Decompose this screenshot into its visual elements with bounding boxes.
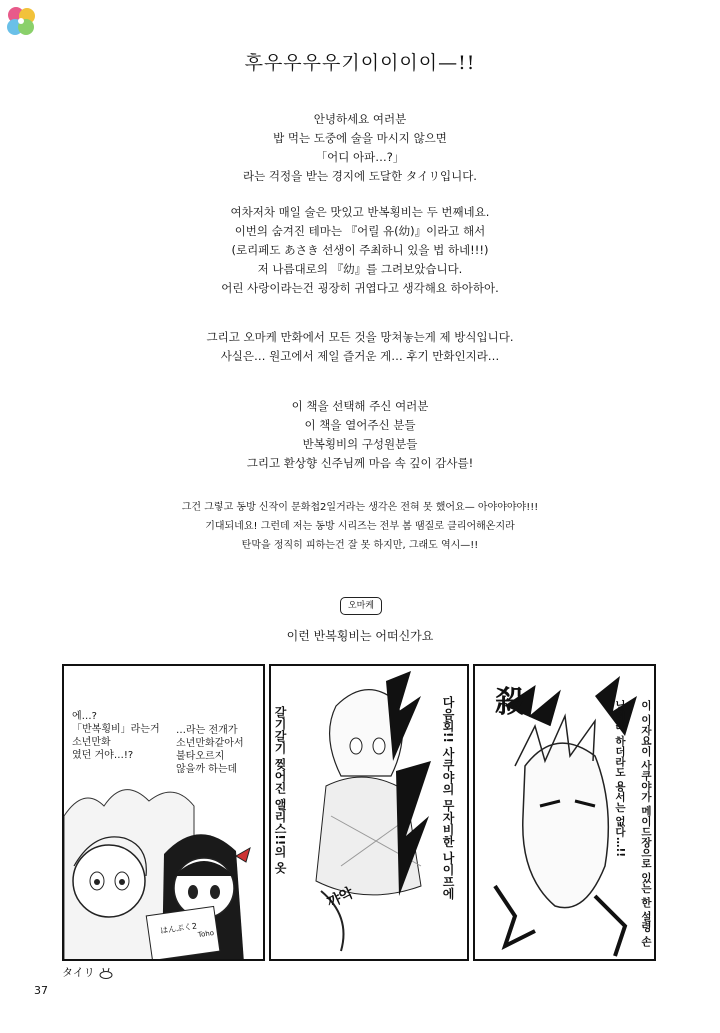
page-number: 37 [34, 984, 48, 997]
text-line: 여차저차 매일 술은 맛있고 반복횡비는 두 번째네요. [230, 205, 490, 219]
text-line: 안녕하세요 여러분 [313, 112, 407, 126]
text-line: 이 책을 열어주신 분들 [304, 418, 416, 432]
panel2-next-episode-caption: 다음회!! 사쿠야의 무자비한 나이프에 [441, 696, 455, 900]
text-line: 라는 걱정을 받는 경지에 도달한 タイリ입니다. [243, 169, 477, 183]
text-line: (로리페도 あさき 선생이 주최하니 있을 법 하네!!!) [231, 243, 489, 257]
omake-label: 오마케 [340, 597, 382, 615]
theme-paragraph [0, 203, 720, 298]
text-line: 밥 먹는 도중에 술을 마시지 않으면 [273, 131, 447, 145]
text-line: 반복횡비의 구성원분들 [302, 437, 418, 451]
author-signature [62, 964, 114, 980]
speech-line: 에…? [72, 711, 97, 722]
comic-panel-2 [269, 664, 469, 961]
panel2-vertical-caption: 갈기갈기 찢어진 앨리스!!의 옷 [273, 706, 287, 874]
text-line: 어린 사랑이라는건 굉장히 귀엽다고 생각해요 하아하아. [221, 281, 499, 295]
panel2-sfx: 꺄악 [324, 885, 356, 912]
greeting-paragraph [0, 110, 720, 186]
page-title: 후우우우우기이이이이—!! [244, 52, 476, 74]
four-petal-flower-icon [4, 4, 38, 38]
speech-bubble-left [72, 710, 160, 762]
speech-line: 않을까 하는데 [176, 764, 238, 775]
speech-line: 「반복횡비」라는거 [72, 724, 160, 735]
panel2-art [271, 666, 469, 961]
text-line: 탄막을 정직히 피하는건 잘 못 하지만, 그래도 역시—!! [241, 540, 479, 551]
text-line: 이번의 숨겨진 테마는 『어릴 유(幼)』이라고 해서 [234, 224, 486, 238]
book-cover-text: はんぷく2 [159, 921, 198, 936]
speech-line: 불타오르지 [176, 751, 225, 762]
signature-text: タイリ [62, 966, 95, 979]
text-line: 그리고 환상향 신주님께 마음 속 깊이 감사를! [246, 456, 474, 470]
panel3-kanji-sfx: 殺 [495, 685, 525, 720]
text-line: 기대되네요! 그런데 저는 동방 시리즈는 전부 봄 땜질로 클리어해온지라 [205, 521, 515, 532]
text-line: 이 책을 선택해 주신 여러분 [291, 399, 429, 413]
text-line: 「어디 아파…?」 [315, 150, 405, 164]
text-line: 그건 그렇고 동방 신작이 문화첩2일거라는 생각은 전혀 못 했어요— 아야야야야!!! [181, 502, 539, 513]
text-line: 그리고 오마케 만화에서 모든 것을 망쳐놓는게 제 방식입니다. [206, 330, 514, 344]
omake-subtitle: 이런 반복횡비는 어떠신가요 [286, 629, 434, 643]
speech-bubble-right [176, 724, 244, 776]
thanks-paragraph [0, 397, 720, 473]
closing-paragraph [0, 498, 720, 555]
omake-note-paragraph [0, 328, 720, 366]
bunny-doodle-icon [98, 967, 114, 979]
speech-line: 소년만화 [72, 737, 111, 748]
speech-line: 였던 거야…!? [72, 750, 134, 761]
omake-comic-strip [62, 664, 656, 961]
book-cover-small-text: Toho [197, 928, 215, 940]
comic-panel-3 [473, 664, 656, 961]
comic-panel-1 [62, 664, 265, 961]
speech-line: …라는 전개가 [176, 725, 238, 736]
speech-line: 소년만화같아서 [176, 738, 244, 749]
text-line: 저 나름대로의 『幼』를 그려보았습니다. [257, 262, 463, 276]
panel3-vertical-speech: 이 이자요이 사쿠야가 메이드장으로 있는 한 설령 손님이라 하더라도 용서는 없다…!! [614, 700, 652, 947]
text-line: 사실은… 원고에서 제일 즐거운 게… 후기 만화인지라… [220, 349, 500, 363]
